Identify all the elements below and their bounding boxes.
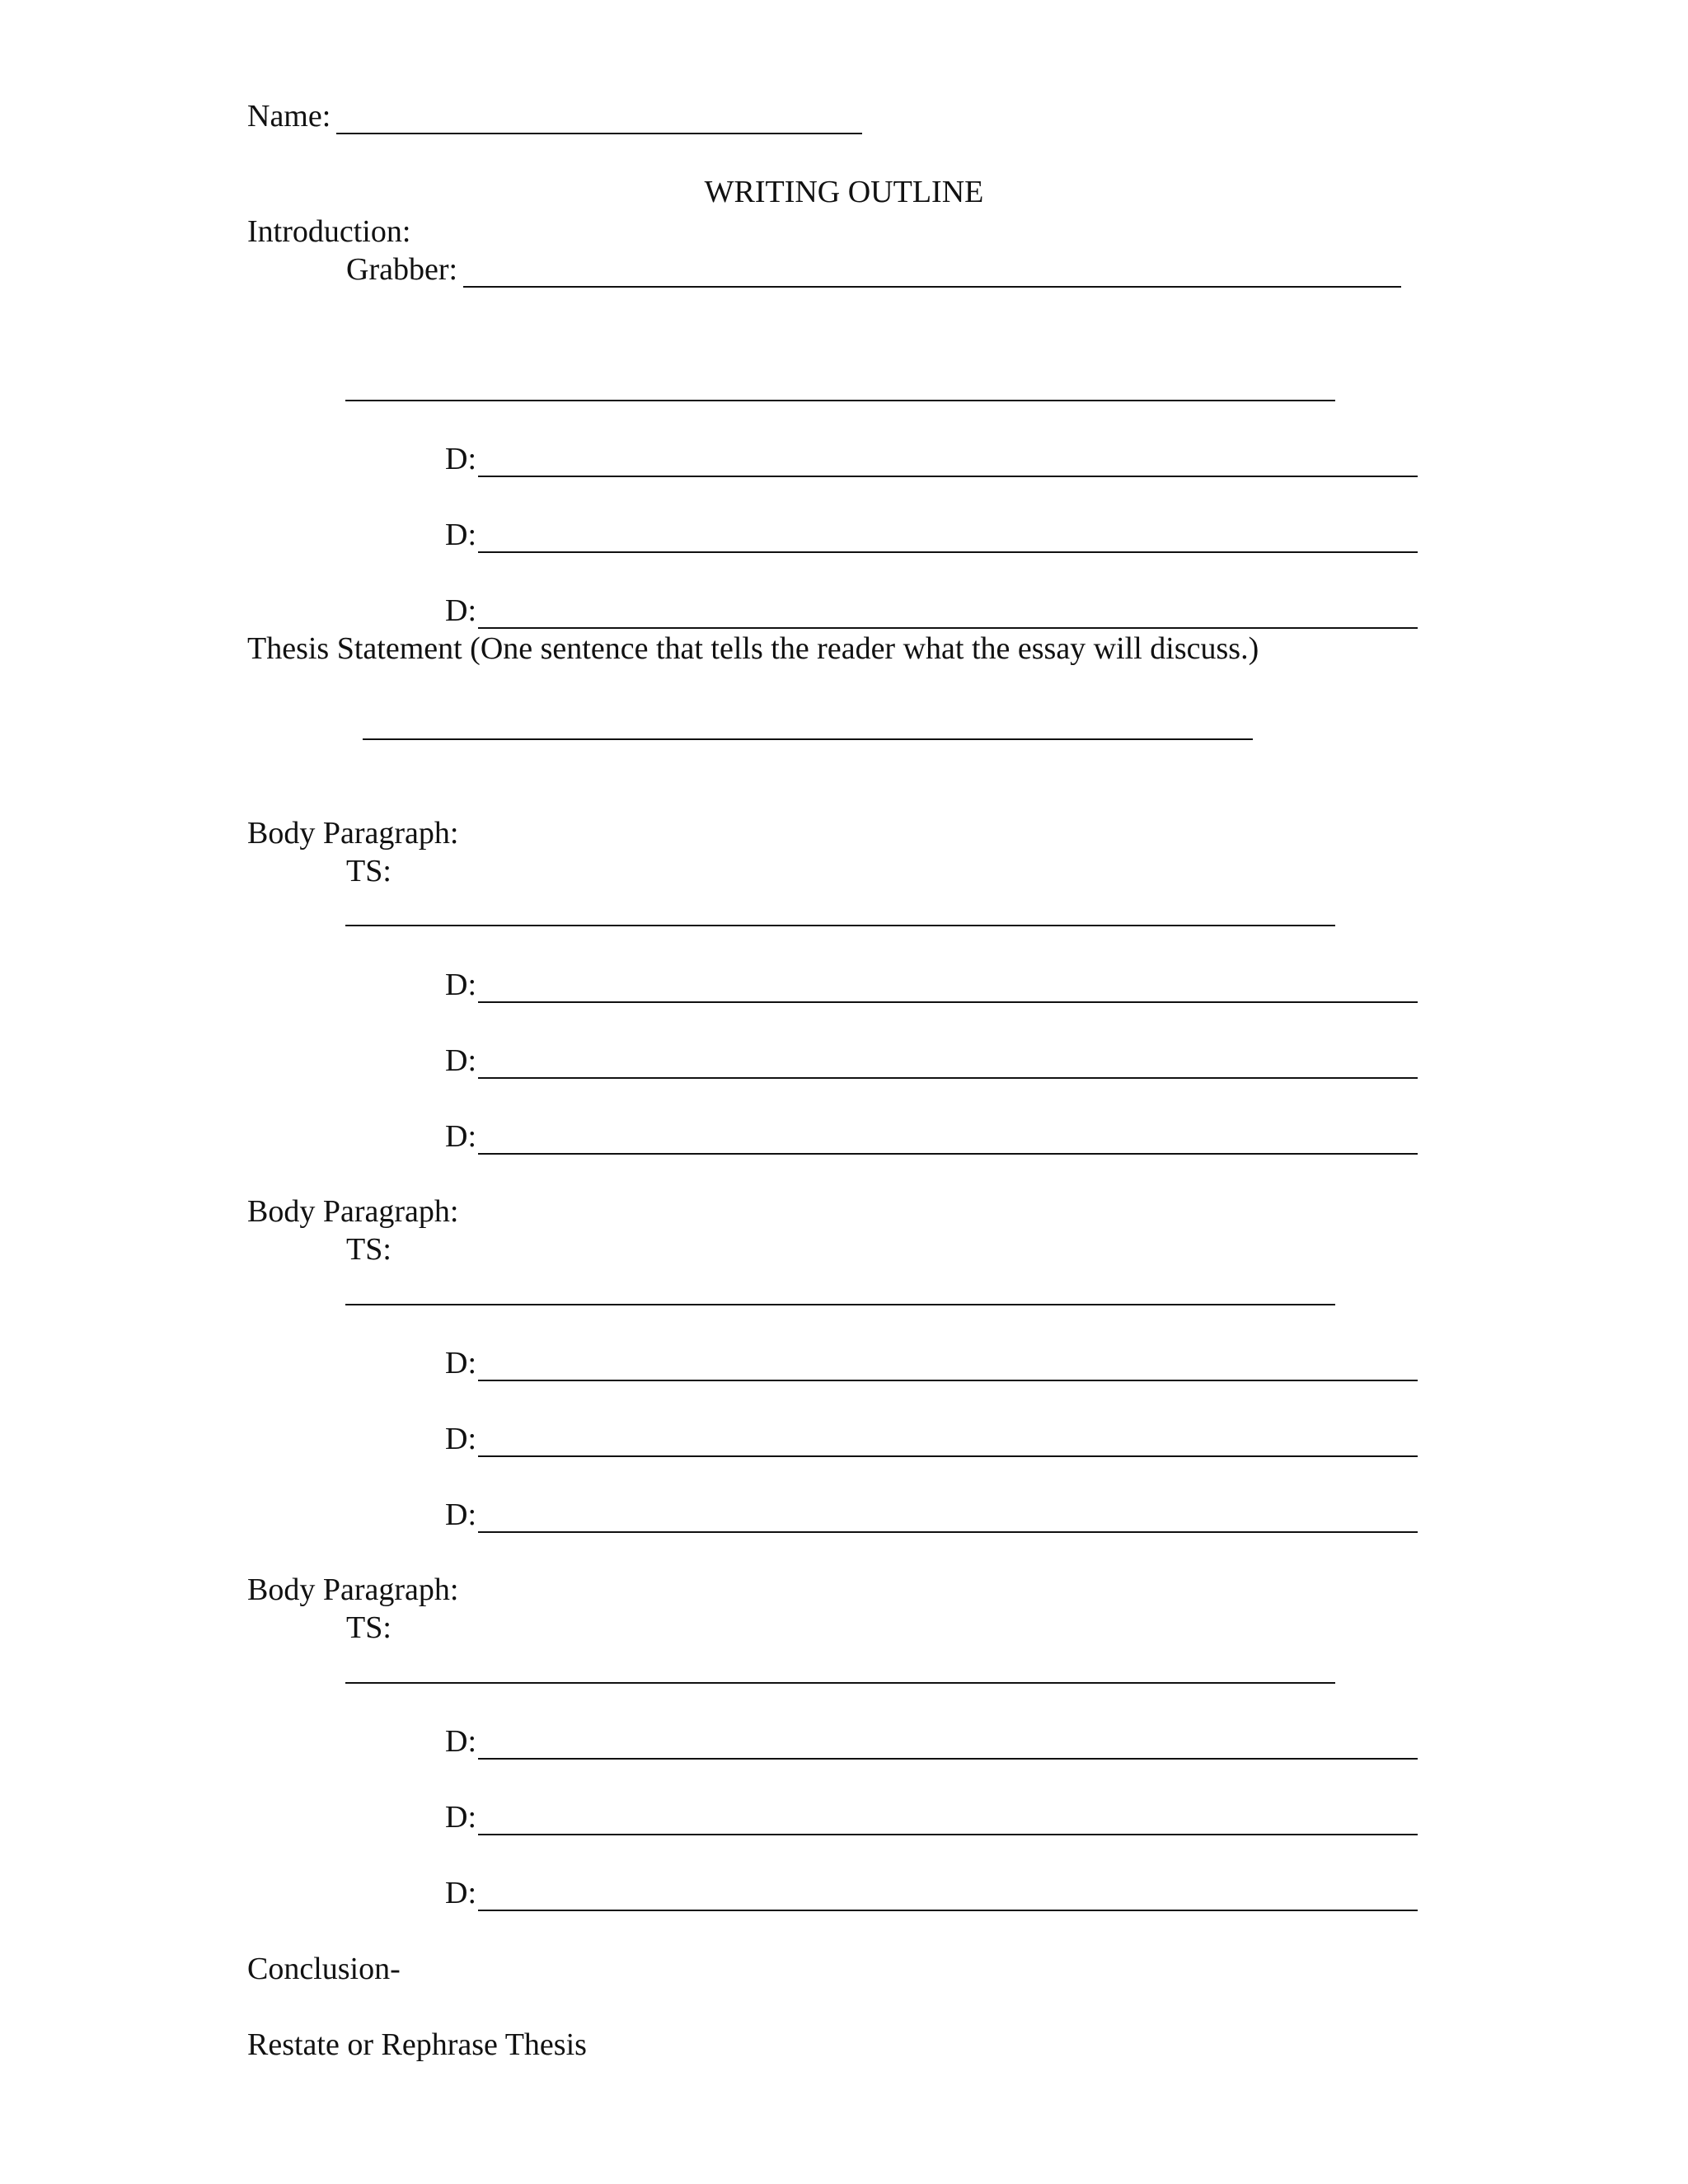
grabber-label: Grabber: [346, 252, 458, 287]
body-detail-line[interactable] [478, 1077, 1418, 1079]
ts-blank-line[interactable] [345, 925, 1335, 926]
conclusion-heading: Conclusion- [247, 1952, 401, 1986]
thesis-blank-line[interactable] [363, 738, 1253, 740]
body-detail-label: D: [445, 1043, 476, 1078]
body-paragraph-heading: Body Paragraph: [247, 1194, 459, 1229]
intro-detail-label: D: [445, 593, 476, 628]
body-detail-line[interactable] [478, 1153, 1418, 1155]
body-detail-label: D: [445, 1346, 476, 1380]
name-blank-line[interactable] [336, 133, 862, 134]
body-detail-line[interactable] [478, 1531, 1418, 1533]
intro-detail-line[interactable] [478, 551, 1418, 553]
ts-label: TS: [346, 854, 392, 888]
body-detail-line[interactable] [478, 1758, 1418, 1760]
restate-thesis-label: Restate or Rephrase Thesis [247, 2027, 587, 2062]
body-detail-label: D: [445, 1724, 476, 1759]
ts-label: TS: [346, 1610, 392, 1645]
body-detail-label: D: [445, 1876, 476, 1910]
grabber-blank-line[interactable] [463, 286, 1401, 288]
intro-detail-label: D: [445, 518, 476, 552]
body-detail-label: D: [445, 1422, 476, 1456]
intro-extra-blank-line[interactable] [345, 400, 1335, 401]
body-detail-label: D: [445, 1800, 476, 1835]
body-detail-label: D: [445, 968, 476, 1002]
body-detail-line[interactable] [478, 1455, 1418, 1457]
body-detail-line[interactable] [478, 1380, 1418, 1381]
body-detail-line[interactable] [478, 1001, 1418, 1003]
body-paragraph-heading: Body Paragraph: [247, 1572, 459, 1607]
ts-blank-line[interactable] [345, 1304, 1335, 1305]
body-detail-line[interactable] [478, 1834, 1418, 1835]
name-label: Name: [247, 99, 331, 134]
body-detail-line[interactable] [478, 1910, 1418, 1911]
body-detail-label: D: [445, 1119, 476, 1154]
ts-blank-line[interactable] [345, 1682, 1335, 1684]
body-detail-label: D: [445, 1497, 476, 1532]
introduction-heading: Introduction: [247, 214, 411, 249]
thesis-heading: Thesis Statement (One sentence that tells the reader what the essay will discuss.) [247, 631, 1259, 666]
intro-detail-line[interactable] [478, 476, 1418, 477]
page-title: WRITING OUTLINE [704, 175, 984, 209]
body-paragraph-heading: Body Paragraph: [247, 816, 459, 851]
intro-detail-label: D: [445, 442, 476, 476]
intro-detail-line[interactable] [478, 627, 1418, 629]
ts-label: TS: [346, 1232, 392, 1267]
